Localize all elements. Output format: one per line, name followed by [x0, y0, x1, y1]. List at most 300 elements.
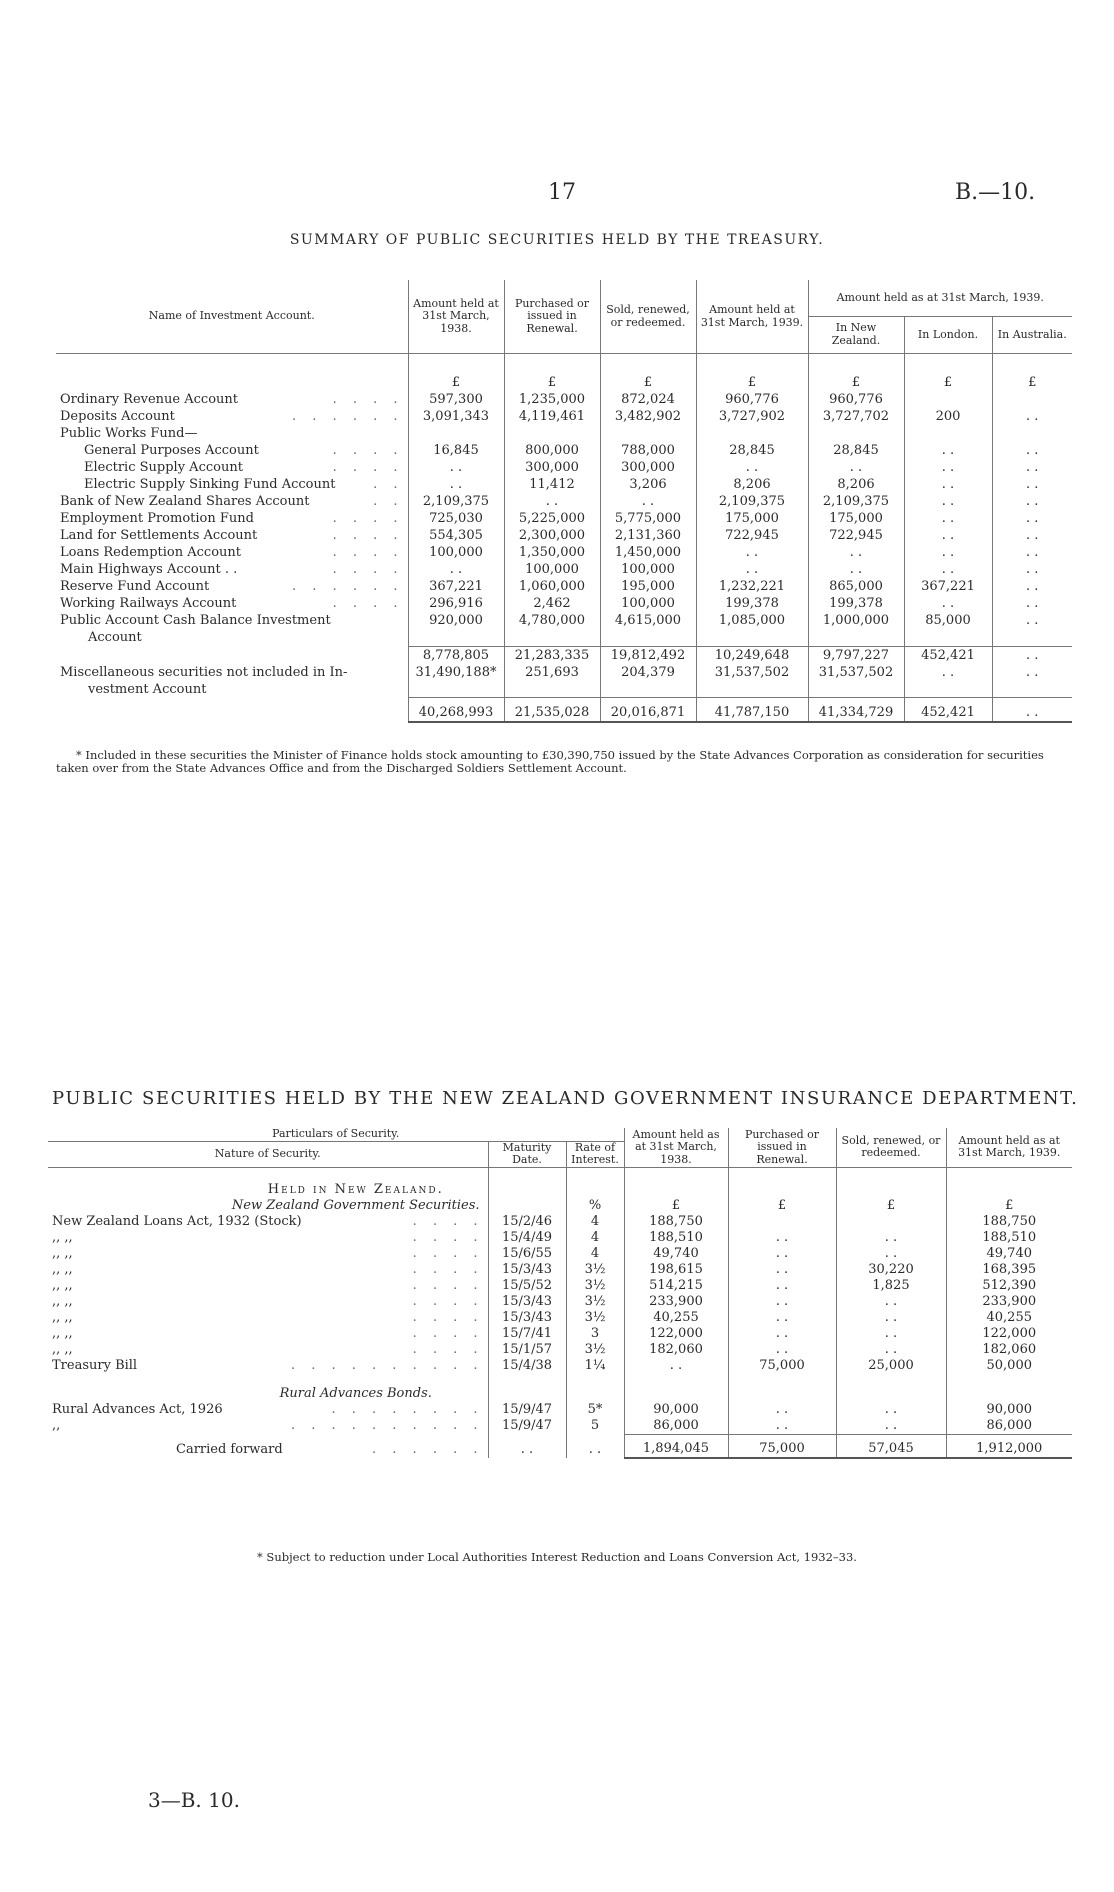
cell-c: . .: [836, 1310, 946, 1326]
cell-g: . .: [992, 408, 1072, 425]
cell-b: [728, 1214, 836, 1230]
cell-c: 3,206: [600, 476, 696, 493]
row-name: Electric Supply Sinking Fund Account: [84, 477, 336, 492]
currency-symbol: £: [600, 354, 696, 392]
cell-a: 514,215: [624, 1278, 728, 1294]
cell-a: . .: [408, 459, 504, 476]
col-header-nz: In New Zealand.: [808, 317, 904, 354]
cell-f: . .: [904, 510, 992, 527]
cell-e: 865,000: [808, 578, 904, 595]
currency-symbol: £: [904, 354, 992, 392]
leader-dots: . . . .: [412, 1309, 484, 1325]
row-name-continued: Account: [88, 630, 142, 645]
cell-d: 722,945: [696, 527, 808, 544]
cell-maturity: 15/7/41: [488, 1326, 566, 1342]
cell-e: 199,378: [808, 595, 904, 612]
cell-rate: 4: [566, 1246, 624, 1262]
leader-dots: . . . .: [412, 1293, 484, 1309]
row-label: [56, 459, 408, 476]
cell-b: . .: [728, 1262, 836, 1278]
row-name: New Zealand Loans Act, 1932 (Stock): [52, 1213, 302, 1229]
cell-f: 85,000: [904, 612, 992, 646]
cell-g: . .: [992, 612, 1072, 646]
table-row: [56, 527, 1072, 544]
table-row: [48, 1402, 1072, 1418]
cell-rate: 3½: [566, 1262, 624, 1278]
cell-e: 175,000: [808, 510, 904, 527]
cell-maturity: 15/6/55: [488, 1246, 566, 1262]
row-name: Ordinary Revenue Account: [60, 392, 239, 407]
cell-e: 28,845: [808, 442, 904, 459]
blank-cell: [488, 1374, 566, 1402]
subsection-heading: New Zealand Government Securities.: [231, 1197, 480, 1213]
cell-c: . .: [836, 1294, 946, 1310]
treasury-table-title: SUMMARY OF PUBLIC SECURITIES HELD BY THE TREASURY.: [289, 232, 825, 248]
cell-maturity: 15/3/43: [488, 1310, 566, 1326]
cell-f: . .: [904, 561, 992, 578]
row-label: [48, 1278, 488, 1294]
cell-f: [904, 391, 992, 408]
cell-rate: 3½: [566, 1342, 624, 1358]
cell-b: . .: [728, 1418, 836, 1435]
row-label: [48, 1262, 488, 1278]
row-name: ,, ,,: [52, 1277, 73, 1293]
section-heading-row: [48, 1167, 1072, 1198]
row-label: [56, 561, 408, 578]
treasury-securities-table: [56, 280, 1072, 723]
blank-cell: [728, 1374, 836, 1402]
row-label: [56, 527, 408, 544]
cell-c: . .: [836, 1246, 946, 1262]
cell-d: [696, 425, 808, 442]
row-name: ,, ,,: [52, 1245, 73, 1261]
row-name: ,, ,,: [52, 1293, 73, 1309]
blank-cell: [946, 1374, 1072, 1402]
col-header-sold: Sold, renewed, or redeemed.: [836, 1128, 946, 1167]
col-header-amount-1938: Amount held at 31st March, 1938.: [408, 280, 504, 354]
table-row: [56, 578, 1072, 595]
cf-b: 75,000: [728, 1434, 836, 1458]
cell-b: 1,060,000: [504, 578, 600, 595]
cell-b: 800,000: [504, 442, 600, 459]
leader-dots: . . . .: [412, 1277, 484, 1293]
cell-a: 2,109,375: [408, 493, 504, 510]
cell-d: 3,727,902: [696, 408, 808, 425]
cell-f: . .: [904, 476, 992, 493]
cell-f: . .: [904, 493, 992, 510]
leader-dots: . . . .: [332, 460, 404, 475]
col-header-purchased: Purchased or issued in Renewal.: [504, 280, 600, 354]
row-name: Loans Redemption Account: [60, 545, 241, 560]
cell-f: . .: [904, 544, 992, 561]
row-name-continued: vestment Account: [88, 681, 207, 697]
cell-e: 2,109,375: [808, 493, 904, 510]
cell-rate: 1¼: [566, 1358, 624, 1374]
table-row: [48, 1326, 1072, 1342]
carried-forward-text: Carried forward: [176, 1442, 283, 1458]
total-b: 21,535,028: [504, 698, 600, 723]
cell-a: 90,000: [624, 1402, 728, 1418]
cell-maturity: 15/1/57: [488, 1342, 566, 1358]
cell-a: 554,305: [408, 527, 504, 544]
col-header-amount-1938: Amount held as at 31st March, 1938.: [624, 1128, 728, 1167]
cell-c: 5,775,000: [600, 510, 696, 527]
cell-rate: 3½: [566, 1310, 624, 1326]
cell-a: . .: [408, 561, 504, 578]
row-label: [56, 578, 408, 595]
subtotal-c: 19,812,492: [600, 646, 696, 664]
cell-b: 100,000: [504, 561, 600, 578]
insurance-table-body: [48, 1167, 1072, 1458]
cell-a: 122,000: [624, 1326, 728, 1342]
row-label: [48, 1358, 488, 1374]
cell-e: 3,727,702: [808, 408, 904, 425]
table-row: [56, 595, 1072, 612]
cell-d: 1,232,221: [696, 578, 808, 595]
misc-row: [56, 664, 1072, 698]
row-label: [48, 1310, 488, 1326]
currency-symbol: £: [992, 354, 1072, 392]
leader-dots: . . . .: [332, 596, 404, 611]
table-row: [56, 476, 1072, 493]
col-header-group-1939: Amount held as at 31st March, 1939.: [808, 280, 1072, 317]
leader-dots: . . . . . .: [372, 1442, 484, 1458]
row-name: Electric Supply Account: [84, 460, 243, 475]
row-name: Deposits Account: [60, 409, 175, 424]
cell-rate: 3½: [566, 1278, 624, 1294]
cell-b: . .: [728, 1294, 836, 1310]
cell-d: 188,750: [946, 1214, 1072, 1230]
percent-symbol: %: [566, 1198, 624, 1214]
misc-d: 31,537,502: [696, 664, 808, 698]
row-label: [56, 493, 408, 510]
document-reference: B.—10.: [955, 180, 1036, 205]
total-row: [56, 698, 1072, 723]
row-name: Treasury Bill: [52, 1357, 138, 1373]
cell-rate: 3: [566, 1326, 624, 1342]
table-row: [56, 561, 1072, 578]
leader-dots: . . . . . .: [292, 409, 404, 424]
carried-forward-row: [48, 1434, 1072, 1458]
cell-f: 200: [904, 408, 992, 425]
cell-b: . .: [728, 1342, 836, 1358]
cell-g: . .: [992, 595, 1072, 612]
subsection-heading-row: [48, 1374, 1072, 1402]
table-row: [48, 1310, 1072, 1326]
subtotal-d: 10,249,648: [696, 646, 808, 664]
cell-a: 188,510: [624, 1230, 728, 1246]
row-label: [48, 1402, 488, 1418]
subsection-heading: Rural Advances Bonds.: [279, 1385, 432, 1401]
leader-dots: . .: [373, 477, 404, 492]
cell-e: 1,000,000: [808, 612, 904, 646]
row-label: [56, 391, 408, 408]
row-name: Land for Settlements Account: [60, 528, 258, 543]
cell-maturity: 15/2/46: [488, 1214, 566, 1230]
cell-e: 8,206: [808, 476, 904, 493]
cell-rate: 5*: [566, 1402, 624, 1418]
leader-dots: . .: [373, 494, 404, 509]
cell-c: 300,000: [600, 459, 696, 476]
treasury-footnote: * Included in these securities the Minister of Finance holds stock amounting to £30,390,750 issued by the State Advances Corporation as consideration for securities taken over from the State Advances Office and from the Discharged Soldiers Settlement Account.: [56, 748, 1044, 776]
cell-g: . .: [992, 493, 1072, 510]
table-row: [48, 1342, 1072, 1358]
cell-rate: 5: [566, 1418, 624, 1435]
cell-c: 25,000: [836, 1358, 946, 1374]
cell-g: . .: [992, 544, 1072, 561]
row-label: [56, 476, 408, 493]
row-name: Working Railways Account: [60, 596, 237, 611]
cell-d: 188,510: [946, 1230, 1072, 1246]
table-row: [56, 459, 1072, 476]
cell-d: 49,740: [946, 1246, 1072, 1262]
misc-a: 31,490,188*: [408, 664, 504, 698]
cell-a: 182,060: [624, 1342, 728, 1358]
cell-d: 86,000: [946, 1418, 1072, 1435]
row-label: [56, 408, 408, 425]
leader-dots: . . . . . . . . . .: [290, 1417, 484, 1433]
row-name: ,, ,,: [52, 1261, 73, 1277]
cell-a: 3,091,343: [408, 408, 504, 425]
cell-f: . .: [904, 442, 992, 459]
currency-symbol: £: [808, 354, 904, 392]
cell-d: 233,900: [946, 1294, 1072, 1310]
row-label: [56, 595, 408, 612]
subtotal-g: . .: [992, 646, 1072, 664]
cell-a: 86,000: [624, 1418, 728, 1435]
cf-maturity: . .: [488, 1434, 566, 1458]
cell-g: . .: [992, 442, 1072, 459]
cell-a: . .: [408, 476, 504, 493]
row-name: Public Works Fund—: [60, 426, 198, 441]
currency-symbol: £: [946, 1198, 1072, 1214]
cell-d: . .: [696, 561, 808, 578]
cell-a: 920,000: [408, 612, 504, 646]
cell-c: . .: [600, 493, 696, 510]
total-d: 41,787,150: [696, 698, 808, 723]
carried-forward-label: [48, 1434, 488, 1458]
subtotal-e: 9,797,227: [808, 646, 904, 664]
cell-e: . .: [808, 544, 904, 561]
row-label: [48, 1342, 488, 1358]
blank-cell: [566, 1374, 624, 1402]
table-row: [56, 612, 1072, 646]
cell-c: 1,450,000: [600, 544, 696, 561]
leader-dots: . . . .: [332, 511, 404, 526]
cf-c: 57,045: [836, 1434, 946, 1458]
row-label: [56, 544, 408, 561]
col-header-london: In London.: [904, 317, 992, 354]
total-c: 20,016,871: [600, 698, 696, 723]
row-name: ,, ,,: [52, 1229, 73, 1245]
cell-a: 198,615: [624, 1262, 728, 1278]
cf-rate: . .: [566, 1434, 624, 1458]
subtotal-a: 8,778,805: [408, 646, 504, 664]
currency-symbol: £: [728, 1198, 836, 1214]
cell-maturity: 15/3/43: [488, 1262, 566, 1278]
table-row: [56, 442, 1072, 459]
cell-b: . .: [728, 1326, 836, 1342]
cell-e: . .: [808, 459, 904, 476]
cell-b: . .: [728, 1278, 836, 1294]
cell-b: . .: [728, 1246, 836, 1262]
cf-a: 1,894,045: [624, 1434, 728, 1458]
col-header-amount-1939: Amount held at 31st March, 1939.: [696, 280, 808, 354]
cell-g: . .: [992, 561, 1072, 578]
row-label: [56, 612, 408, 646]
leader-dots: . . . .: [412, 1213, 484, 1229]
cell-a: 49,740: [624, 1246, 728, 1262]
cell-rate: 3½: [566, 1294, 624, 1310]
cell-d: 168,395: [946, 1262, 1072, 1278]
col-header-purchased: Purchased or issued in Renewal.: [728, 1128, 836, 1167]
insurance-footnote: * Subject to reduction under Local Authorities Interest Reduction and Loans Conversion Act, 1932–33.: [257, 1550, 857, 1564]
currency-row: [56, 354, 1072, 392]
cell-c: . .: [836, 1326, 946, 1342]
cell-c: . .: [836, 1402, 946, 1418]
row-label: [56, 425, 408, 442]
cell-c: [836, 1214, 946, 1230]
cell-rate: 4: [566, 1214, 624, 1230]
row-name: Miscellaneous securities not included in In-: [60, 664, 348, 680]
cell-d: 182,060: [946, 1342, 1072, 1358]
currency-symbol: £: [696, 354, 808, 392]
subsection-heading-row: [48, 1198, 1072, 1214]
table-row: [56, 425, 1072, 442]
cell-c: 2,131,360: [600, 527, 696, 544]
cell-c: 3,482,902: [600, 408, 696, 425]
leader-dots: . . . .: [412, 1325, 484, 1341]
table-row: [48, 1230, 1072, 1246]
page-number: 17: [548, 180, 576, 205]
leader-dots: . . . .: [332, 392, 404, 407]
row-label: [56, 664, 408, 698]
cell-d: 1,085,000: [696, 612, 808, 646]
leader-dots: . . . .: [412, 1341, 484, 1357]
cell-d: 28,845: [696, 442, 808, 459]
row-label: [48, 1230, 488, 1246]
cell-g: . .: [992, 459, 1072, 476]
cell-c: 872,024: [600, 391, 696, 408]
cell-maturity: 15/4/38: [488, 1358, 566, 1374]
cell-g: . .: [992, 476, 1072, 493]
col-header-australia: In Australia.: [992, 317, 1072, 354]
cell-d: 2,109,375: [696, 493, 808, 510]
cell-a: 16,845: [408, 442, 504, 459]
table-row: [48, 1418, 1072, 1435]
cell-b: 4,119,461: [504, 408, 600, 425]
cell-b: 75,000: [728, 1358, 836, 1374]
row-name: ,, ,,: [52, 1309, 73, 1325]
col-header-nature: Nature of Security.: [48, 1141, 488, 1167]
cell-g: . .: [992, 510, 1072, 527]
insurance-securities-table: [48, 1128, 1072, 1459]
subtotal-f: 452,421: [904, 646, 992, 664]
col-header-amount-1939: Amount held as at 31st March, 1939.: [946, 1128, 1072, 1167]
misc-e: 31,537,502: [808, 664, 904, 698]
col-header-sold: Sold, renewed, or redeemed.: [600, 280, 696, 354]
page-footer: 3—B. 10.: [148, 1788, 240, 1812]
col-header-maturity: Maturity Date.: [488, 1141, 566, 1167]
cell-maturity: 15/5/52: [488, 1278, 566, 1294]
total-g: . .: [992, 698, 1072, 723]
cell-a: 597,300: [408, 391, 504, 408]
cell-b: 11,412: [504, 476, 600, 493]
cell-c: 100,000: [600, 561, 696, 578]
cell-a: 296,916: [408, 595, 504, 612]
cell-a: . .: [624, 1358, 728, 1374]
misc-b: 251,693: [504, 664, 600, 698]
cell-b: 4,780,000: [504, 612, 600, 646]
cell-d: 90,000: [946, 1402, 1072, 1418]
cell-d: 8,206: [696, 476, 808, 493]
cell-c: . .: [836, 1418, 946, 1435]
cell-e: [808, 425, 904, 442]
row-name: ,, ,,: [52, 1325, 73, 1341]
leader-dots: . . . . . .: [292, 579, 404, 594]
cell-b: . .: [728, 1230, 836, 1246]
subtotal-row: [56, 646, 1072, 664]
col-header-name: Name of Investment Account.: [56, 280, 408, 354]
total-a: 40,268,993: [408, 698, 504, 723]
table-row: [48, 1278, 1072, 1294]
currency-symbol: £: [624, 1198, 728, 1214]
cell-maturity: 15/4/49: [488, 1230, 566, 1246]
cell-g: . .: [992, 578, 1072, 595]
cell-g: [992, 425, 1072, 442]
col-header-particulars: Particulars of Security.: [48, 1128, 624, 1141]
insurance-table-title: PUBLIC SECURITIES HELD BY THE NEW ZEALAND GOVERNMENT INSURANCE DEPARTMENT.: [52, 1088, 1079, 1109]
cell-d: 175,000: [696, 510, 808, 527]
cell-a: 188,750: [624, 1214, 728, 1230]
row-label: [48, 1214, 488, 1230]
table-row: [56, 493, 1072, 510]
cell-b: 5,225,000: [504, 510, 600, 527]
blank-cell: [836, 1374, 946, 1402]
cell-f: . .: [904, 459, 992, 476]
cell-b: 1,350,000: [504, 544, 600, 561]
cell-a: 367,221: [408, 578, 504, 595]
leader-dots: . . . .: [412, 1245, 484, 1261]
cell-c: 195,000: [600, 578, 696, 595]
cell-b: 1,235,000: [504, 391, 600, 408]
cell-f: 367,221: [904, 578, 992, 595]
row-label: [48, 1246, 488, 1262]
cell-c: [600, 425, 696, 442]
total-e: 41,334,729: [808, 698, 904, 723]
leader-dots: . . . . . . . .: [331, 1401, 484, 1417]
row-name: Bank of New Zealand Shares Account: [60, 494, 310, 509]
cell-c: 788,000: [600, 442, 696, 459]
cell-c: 30,220: [836, 1262, 946, 1278]
row-label: [48, 1326, 488, 1342]
cell-d: . .: [696, 459, 808, 476]
cell-f: [904, 425, 992, 442]
cell-d: . .: [696, 544, 808, 561]
cell-d: 50,000: [946, 1358, 1072, 1374]
cell-e: 960,776: [808, 391, 904, 408]
cell-e: 722,945: [808, 527, 904, 544]
row-name: Main Highways Account . .: [60, 562, 238, 577]
leader-dots: . . . .: [332, 528, 404, 543]
cell-a: 40,255: [624, 1310, 728, 1326]
row-name: ,, ,,: [52, 1341, 73, 1357]
cell-b: . .: [504, 493, 600, 510]
cell-d: 40,255: [946, 1310, 1072, 1326]
leader-dots: . . . .: [332, 545, 404, 560]
cell-f: . .: [904, 527, 992, 544]
currency-symbol: £: [408, 354, 504, 392]
